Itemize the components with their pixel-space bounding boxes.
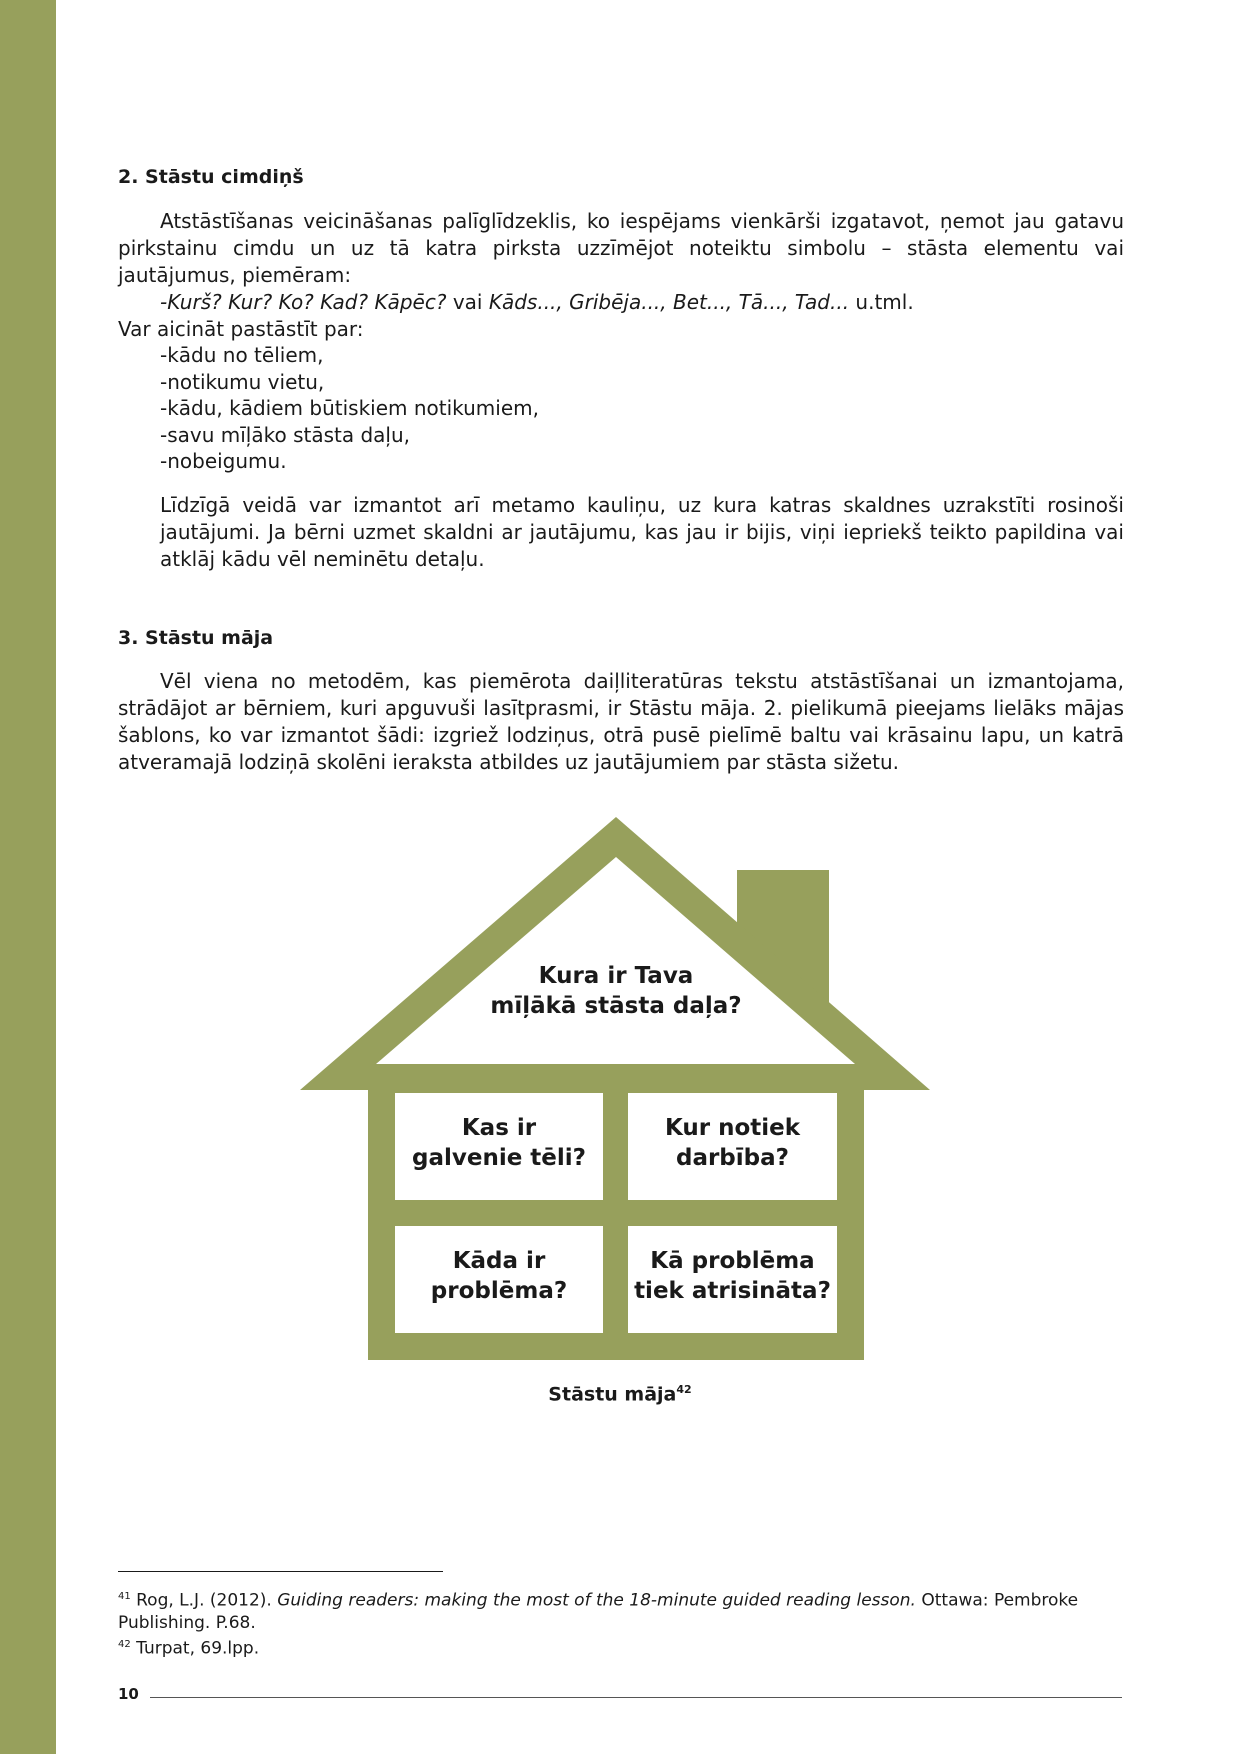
footnote-42 [118,1634,1124,1660]
room-1-line-1: Kas ir [461,1115,537,1141]
footnote-41-number: 41 [118,1591,131,1602]
footnote-41 [118,1586,1124,1634]
room-1-line-2: galvenie tēli? [411,1145,587,1171]
list-item: -notikumu vietu, [160,369,325,394]
question-words: -Kurš? Kur? Ko? Kad? Kāpēc? [160,290,447,314]
invite-line: Var aicināt pastāstīt par: [118,317,364,341]
footnote-42-text: Turpat, 69.lpp. [130,1638,260,1659]
footnote-41-author: Rog, L.J. (2012). [130,1590,278,1611]
roof-question-line-2: mīļākā stāsta daļa? [490,993,742,1019]
figure-caption-text: Stāstu māja [548,1383,677,1406]
footnote-41-publisher: Ottawa: Pembroke Publishing. P.68. [118,1590,1084,1633]
examples-end: u.tml. [849,290,914,314]
list-item: -kādu no tēliem, [160,343,324,367]
page-number: 10 [118,1685,139,1703]
room-1-question [395,1113,603,1173]
examples-or: vai [446,290,489,314]
section-heading-2: 2. Stāstu cimdiņš [118,166,304,188]
room-4-line-2: tiek atrisināta? [634,1278,831,1304]
footnote-41-title: Guiding readers: making the most of the 18-minute guided reading lesson. [277,1590,916,1611]
figure-caption [500,1383,740,1405]
section-heading-3: 3. Stāstu māja [118,627,274,649]
roof-question-line-1: Kura ir Tava [538,963,694,989]
room-3-line-2: problēma? [430,1278,568,1304]
footnote-42-number: 42 [118,1639,131,1650]
room-2-line-1: Kur notiek [664,1115,801,1141]
list-item: -savu mīļāko stāsta daļu, [160,422,411,447]
story-starters: Kāds..., Gribēja..., Bet..., Tā..., Tad... [488,290,850,314]
page-footer-rule [150,1697,1122,1698]
section2-paragraph-2: Līdzīgā veidā var izmantot arī metamo kauliņu, uz kura katras skaldnes uzrakstīti rosinoši jautājumi. Ja bērni uzmet skaldni ar jautājumu, kas jau ir bijis, viņi iepriekš teikto papildina vai atklāj kādu vēl neminētu detaļu. [160,493,1124,571]
footnote-separator [118,1571,443,1572]
room-2-question [628,1113,837,1173]
room-4-question [628,1246,837,1306]
section3-paragraph-text: Vēl viena no metodēm, kas piemērota daiļliteratūras tekstu atstāstīšanai un izmantojama, strādājot ar bērniem, kuri apguvuši lasītprasmi, ir Stāstu māja. 2. pielikumā pieejams lielāks mājas šablons, ko var izmantot šādi: izgriež lodziņus, otrā pusē pielīmē baltu vai krāsainu lapu, un katrā atveramajā lodziņā skolēni ieraksta atbildes uz jautājumiem par stāsta sižetu. [118,669,1124,774]
room-3-question [395,1246,603,1306]
room-3-line-1: Kāda ir [452,1248,546,1274]
room-2-line-2: darbība? [675,1145,789,1171]
list-item: -kādu, kādiem būtiskiem notikumiem, [160,396,539,421]
list-item: -nobeigumu. [160,449,287,474]
section2-paragraph-1-text: Atstāstīšanas veicināšanas palīglīdzeklis, ko iespējams vienkārši izgatavot, ņemot jau gatavu pirkstainu cimdu un uz tā katra pirksta uzzīmējot noteiktu simbolu – stāsta elementu vai jautājumus, piemēram: [118,209,1124,287]
room-4-line-1: Kā problēma [650,1248,815,1274]
roof-question [466,961,766,1021]
figure-caption-footnote-ref: 42 [676,1383,692,1396]
